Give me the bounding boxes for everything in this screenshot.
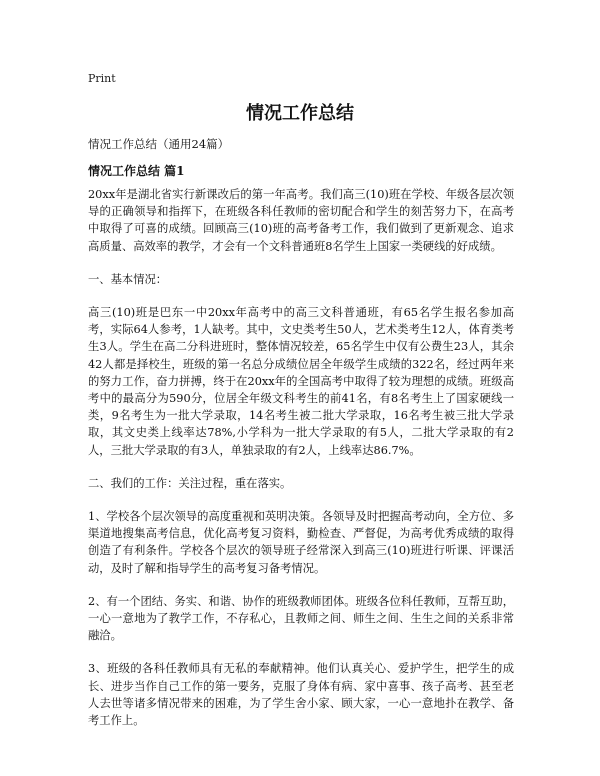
paragraph-point-1: 1、学校各个层次领导的高度重视和英明决策。各领导及时把握高考动向，全方位、多渠道地搜集高考信息，优化高考复习资料，勤检查、严督促，为高考优秀成绩的取得创造了有利条件。学校各个层次的领导班子经常深入到高三(10)班进行听课、评课活动，及时了解和指导学生的高考复习备考情况。 — [88, 510, 514, 575]
paragraph-intro: 20xx年是湖北省实行新课改后的第一年高考。我们高三(10)班在学校、年级各层次领导的正确领导和指挥下，在班级各科任教师的密切配合和学生的刻苦努力下，在高考中取得了可喜的成绩。回顾高三(10)班的高考备考工作，我们做到了更新观念、追求高质量、高效率的教学，才会有一个文科普通班8名学生上国家一类硬线的好成绩。 — [88, 188, 514, 253]
paragraph-point-3: 3、班级的各科任教师具有无私的奉献精神。他们认真关心、爱护学生，把学生的成长、进步当作自己工作的第一要务，克服了身体有病、家中喜事、孩子高考、甚至老人去世等诸多情况带来的困难，为了学生舍小家、顾大家，一心一意地扑在教学、备考工作上。 — [88, 662, 514, 728]
paragraph-heading-work: 二、我们的工作：关注过程，重在落实。 — [88, 476, 292, 490]
paragraph-point-2: 2、有一个团结、务实、和谐、协作的班级教师团体。班级各位科任教师，互帮互助，一心一意地为了教学工作，不存私心，且教师之间、师生之间、生生之间的关系非常融洽。 — [88, 594, 514, 643]
document-title: 情况工作总结 — [246, 103, 354, 124]
document-body — [88, 186, 514, 745]
print-link[interactable]: Print — [88, 72, 116, 85]
paragraph-basic-situation: 高三(10)班是巴东一中20xx年高考中的高三文科普通班，有65名学生报名参加高考，实际64人参考，1人缺考。其中，文史类考生50人，艺术类考生12人，体育类考生3人。学生在高二分科进班时，整体情况较差，65名学生中仅有公费生23人，其余42人都是择校生，班级的第一名总分成绩位居全年级学生成绩的322名，经过两年来的努力工作，奋力拼搏，终于在20xx年的全国高考中取得了较为理想的成绩。班级高考中的最高分为590分，位居全年级文科考生的前41名，有8名考生上了国家硬线一类，9名考生为一批大学录取，14名考生被二批大学录取，16名考生被三批大学录取，其文史类上线率达78%,小学科为一批大学录取的有5人，二批大学录取的有2人，三批大学录取的有3人，单独录取的有2人，上线率达86.7%。 — [88, 306, 514, 457]
paragraph-heading-basic: 一、基本情况： — [88, 272, 168, 286]
section-heading: 情况工作总结 篇1 — [88, 164, 185, 178]
document-subtitle: 情况工作总结（通用24篇） — [88, 137, 230, 151]
